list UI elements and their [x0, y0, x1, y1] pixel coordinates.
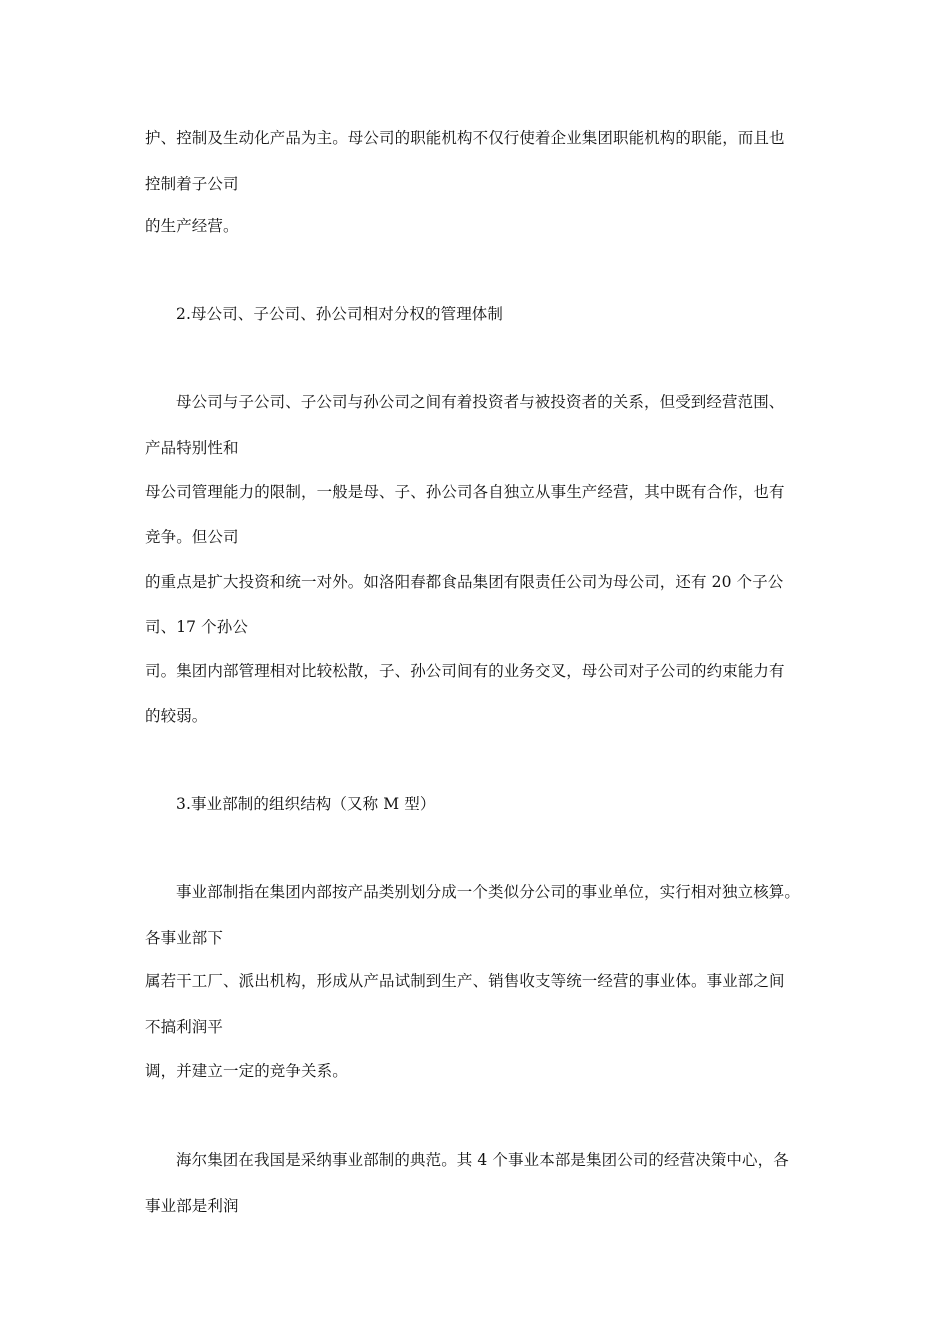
body-line: 事业部制指在集团内部按产品类别划分成一个类似分公司的事业单位，实行相对独立核算。 [176, 883, 801, 901]
body-line: 母公司管理能力的限制，一般是母、子、孙公司各自独立从事生产经营，其中既有合作，也有 [145, 483, 785, 501]
body-line: 海尔集团在我国是采纳事业部制的典范。其 4 个事业本部是集团公司的经营决策中心，各 [176, 1151, 789, 1169]
body-line: 司、17 个孙公 [145, 618, 248, 636]
body-line: 事业部是利润 [145, 1197, 239, 1215]
body-line: 的生产经营。 [145, 217, 239, 235]
body-line: 控制着子公司 [145, 175, 239, 193]
body-line: 调，并建立一定的竞争关系。 [145, 1062, 348, 1080]
body-line: 的较弱。 [145, 707, 208, 725]
body-line: 的重点是扩大投资和统一对外。如洛阳春都食品集团有限责任公司为母公司，还有 20 个子公 [145, 573, 784, 591]
body-line: 护、控制及生动化产品为主。母公司的职能机构不仅行使着企业集团职能机构的职能，而且也 [145, 129, 785, 147]
body-line: 各事业部下 [145, 929, 224, 947]
body-line: 产品特别性和 [145, 439, 239, 457]
body-line: 属若干工厂、派出机构，形成从产品试制到生产、销售收支等统一经营的事业体。事业部之间 [145, 972, 785, 990]
section-heading: 2.母公司、子公司、孙公司相对分权的管理体制 [176, 305, 503, 323]
section-heading: 3.事业部制的组织结构（又称 M 型） [176, 795, 436, 813]
body-line: 不搞利润平 [145, 1018, 224, 1036]
body-line: 竞争。但公司 [145, 528, 239, 546]
body-line: 母公司与子公司、子公司与孙公司之间有着投资者与被投资者的关系，但受到经营范围、 [176, 393, 785, 411]
body-line: 司。集团内部管理相对比较松散，子、孙公司间有的业务交叉，母公司对子公司的约束能力有 [145, 662, 785, 680]
